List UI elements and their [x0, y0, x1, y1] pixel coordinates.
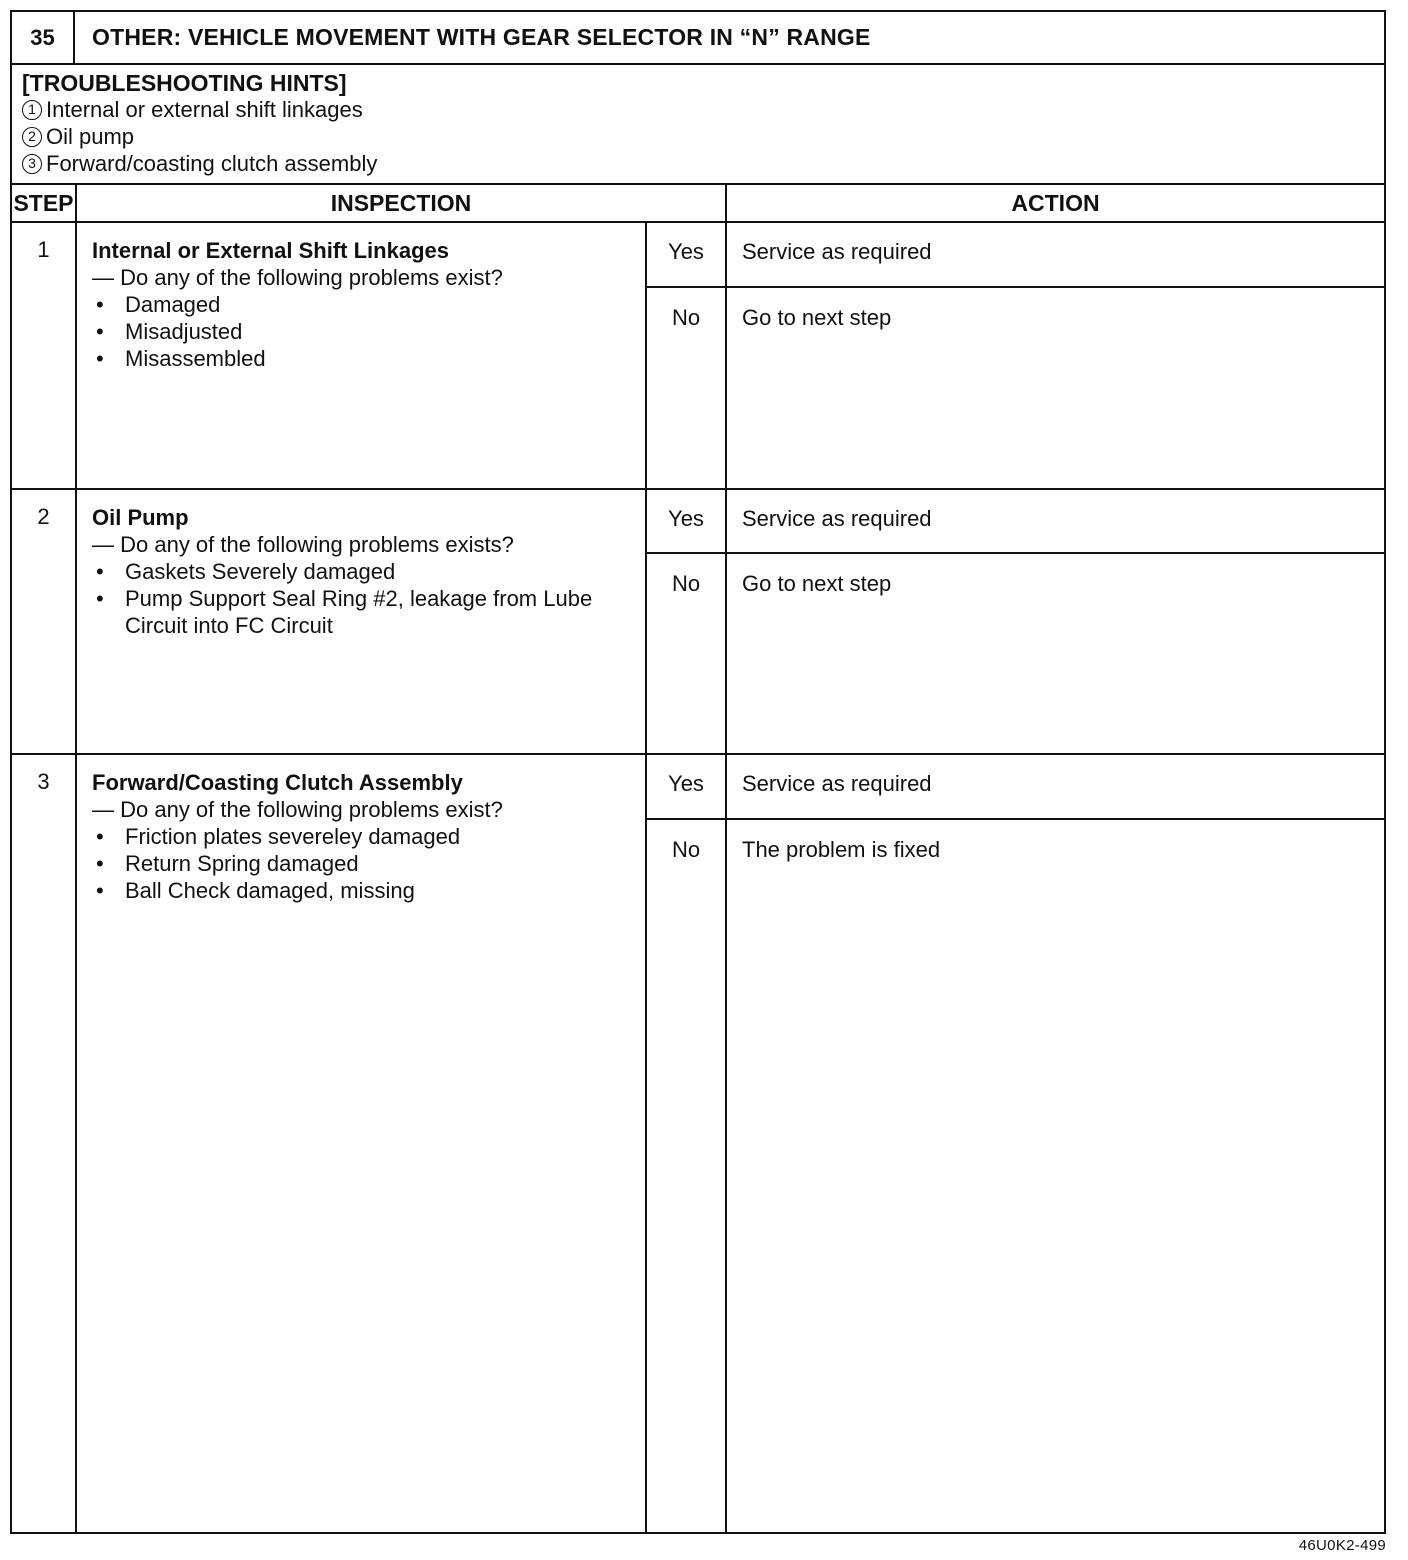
column-header-row — [12, 185, 1384, 223]
hint-text: Internal or external shift linkages — [46, 97, 363, 122]
column-divider — [75, 490, 77, 753]
inspection-question: — Do any of the following problems exist? — [92, 797, 503, 822]
yes-action: Service as required — [742, 239, 932, 264]
inspection-title: Forward/Coasting Clutch Assembly — [92, 770, 463, 795]
inspection-title: Oil Pump — [92, 505, 189, 530]
yes-no-divider — [646, 818, 1384, 820]
problem-list — [92, 291, 632, 372]
no-label: No — [671, 571, 701, 596]
circled-number-marker: 3 — [22, 154, 42, 174]
yes-label: Yes — [668, 771, 704, 796]
hint-item — [22, 96, 1384, 123]
column-header-inspection: INSPECTION — [330, 189, 472, 216]
yes-label: Yes — [668, 239, 704, 264]
step-number: 2 — [37, 504, 50, 529]
yes-action: Service as required — [742, 506, 932, 531]
yes-no-divider — [646, 286, 1384, 288]
problem-list — [92, 823, 632, 904]
column-divider — [645, 755, 647, 1532]
problem-item: • Misassembled — [92, 345, 632, 372]
step-row — [12, 755, 1384, 1532]
column-divider — [75, 223, 77, 488]
hint-item — [22, 123, 1384, 150]
troubleshooting-hints — [12, 65, 1384, 185]
inspection-title: Internal or External Shift Linkages — [92, 238, 449, 263]
yes-no-divider — [646, 552, 1384, 554]
circled-number-marker: 1 — [22, 100, 42, 120]
column-header-action: ACTION — [1011, 189, 1100, 216]
troubleshooting-table — [10, 10, 1386, 1534]
inspection-cell — [92, 769, 632, 904]
no-action: Go to next step — [742, 571, 892, 596]
hint-text: Oil pump — [46, 124, 135, 149]
step-number: 1 — [37, 237, 50, 262]
problem-item: • Ball Check damaged, missing — [92, 877, 632, 904]
hints-heading: [TROUBLESHOOTING HINTS] — [22, 70, 347, 96]
column-header-step: STEP — [13, 189, 74, 216]
problem-item: • Misadjusted — [92, 318, 632, 345]
inspection-cell — [92, 504, 632, 639]
section-number: 35 — [12, 12, 75, 63]
inspection-question: — Do any of the following problems exists? — [92, 532, 514, 557]
step-number: 3 — [37, 769, 50, 794]
document-code: 46U0K2-499 — [1298, 1537, 1386, 1554]
problem-item: • Return Spring damaged — [92, 850, 632, 877]
hint-text: Forward/coasting clutch assembly — [46, 151, 378, 176]
no-action: Go to next step — [742, 305, 892, 330]
hint-item — [22, 150, 1384, 177]
column-divider — [75, 755, 77, 1532]
problem-item: • Gaskets Severely damaged — [92, 558, 632, 585]
no-action: The problem is fixed — [742, 837, 941, 862]
section-title: OTHER: VEHICLE MOVEMENT WITH GEAR SELECTOR IN “N” RANGE — [92, 24, 871, 50]
problem-item: • Friction plates severeley damaged — [92, 823, 632, 850]
inspection-cell — [92, 237, 632, 372]
no-label: No — [671, 837, 701, 862]
circled-number-marker: 2 — [22, 127, 42, 147]
step-row — [12, 223, 1384, 490]
title-row — [12, 12, 1384, 65]
step-row — [12, 490, 1384, 755]
problem-list — [92, 558, 632, 639]
problem-item: • Pump Support Seal Ring #2, leakage from Lube Circuit into FC Circuit — [92, 585, 615, 639]
no-label: No — [671, 305, 701, 330]
inspection-question: — Do any of the following problems exist? — [92, 265, 503, 290]
yes-action: Service as required — [742, 771, 932, 796]
column-divider — [725, 755, 727, 1532]
yes-label: Yes — [668, 506, 704, 531]
problem-item: • Damaged — [92, 291, 632, 318]
